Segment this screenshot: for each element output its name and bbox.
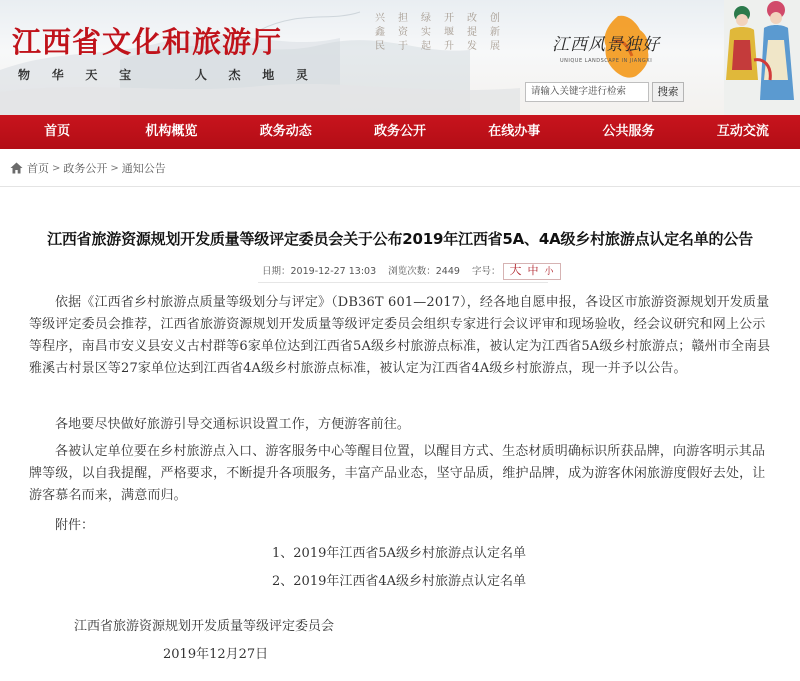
motto-char: 华 [51,68,64,82]
motto-char: 物 [18,68,31,82]
site-motto [18,66,308,83]
motto-char: 宝 [119,68,132,82]
views-label: 浏览次数： [388,266,436,277]
breadcrumb-item-notices[interactable]: 通知公告 [121,162,166,175]
opera-figures-image [724,0,800,115]
brand-logo-text: 江西风景独好 [552,35,660,55]
search-button[interactable]: 搜索 [652,82,684,102]
motto-char: 天 [85,68,98,82]
font-size-large-button[interactable]: 大 [509,263,522,277]
article-paragraph: 依据《江西省乡村旅游点质量等级划分与评定》（DB36T 601—2017），经各地自愿申报，各设区市旅游资源规划开发质量等级评定委员会推荐，江西省旅游资源规划开发质量等级评定委员会组织专家进行会议评审和现场验收，经会议研究和网上公示等程序，南昌市安义县安义古村群等6家单位达到江西省5A级乡村旅游点标准，被认定为江西省5A级乡村旅游点；赣州市全南县雅溪古村景区等27家单位达到江西省4A级乡村旅游点标准，被认定为江西省4A级乡村旅游点，现一并予以公告。 [29,295,771,376]
breadcrumb-divider [0,186,800,187]
breadcrumb-separator: > [52,162,61,174]
calligraphy-column: 开 堰 升 [444,13,454,52]
signature: 江西省旅游资源规划开发质量等级评定委员会 [74,619,335,634]
motto-char: 杰 [228,68,241,82]
date-label: 日期： [262,266,291,277]
date-value: 2019-12-27 13:03 [290,266,377,277]
brand-logo [552,22,672,64]
nav-item-news[interactable]: 政务动态 [259,124,312,139]
breadcrumb-item-home[interactable]: 首页 [27,162,49,175]
calligraphy-slogan [375,13,500,52]
nav-item-public-services[interactable]: 公共服务 [602,124,655,139]
site-title[interactable]: 江西省文化和旅游厅 [12,25,283,59]
font-size-label: 字号： [472,266,501,277]
meta-divider [258,282,548,283]
calligraphy-column: 改 提 发 [467,13,477,52]
article-paragraph: 各被认定单位要在乡村旅游点入口、游客服务中心等醒目位置，以醒目方式、生态材质明确标识所获品牌，向游客明示其品牌等级，以自我提醒，严格要求，不断提升各项服务，丰富产品业态，坚守品质，维护品牌，成为游客休闲旅游度假好去处，让游客慕名而来，满意而归。 [29,444,766,503]
sign-date: 2019年12月27日 [163,647,269,662]
attachments-label: 附件： [55,518,95,533]
attachment-link[interactable]: 1、2019年江西省5A级乡村旅游点认定名单 [272,546,527,561]
nav-item-home[interactable]: 首页 [44,124,71,139]
font-size-medium-button[interactable]: 中 [527,264,539,277]
search-input[interactable]: 请输入关键字进行检索 [525,82,649,102]
calligraphy-column: 绿 实 起 [421,13,431,52]
nav-item-online-services[interactable]: 在线办事 [488,124,541,139]
motto-char: 地 [262,68,275,82]
motto-char: 灵 [295,68,308,82]
breadcrumb [0,149,800,187]
main-nav [0,115,800,149]
article-title: 江西省旅游资源规划开发质量等级评定委员会关于公布2019年江西省5A、4A级乡村旅游点认定名单的公告 [47,230,753,248]
attachment-link[interactable]: 2、2019年江西省4A级乡村旅游点认定名单 [272,574,527,589]
views-value: 2449 [435,266,460,277]
calligraphy-column: 兴 鑫 民 [375,13,385,52]
site-header [0,0,800,115]
breadcrumb-item-public-info[interactable]: 政务公开 [63,162,108,175]
motto-char: 人 [194,68,207,82]
calligraphy-column: 担 资 于 [398,13,408,52]
article-paragraph: 各地要尽快做好旅游引导交通标识设置工作，方便游客前往。 [55,417,411,432]
nav-item-interaction[interactable]: 互动交流 [716,124,769,139]
article-meta [262,263,561,280]
brand-logo-subtitle: UNIQUE LANDSCAPE IN JIANGXI [560,58,653,64]
breadcrumb-separator: > [110,162,119,174]
font-size-switcher [503,263,561,280]
nav-item-public-info[interactable]: 政务公开 [373,124,426,139]
calligraphy-column: 创 新 展 [490,13,500,52]
nav-item-organization[interactable]: 机构概览 [145,124,198,139]
font-size-small-button[interactable]: 小 [544,267,554,277]
home-icon [10,162,23,174]
